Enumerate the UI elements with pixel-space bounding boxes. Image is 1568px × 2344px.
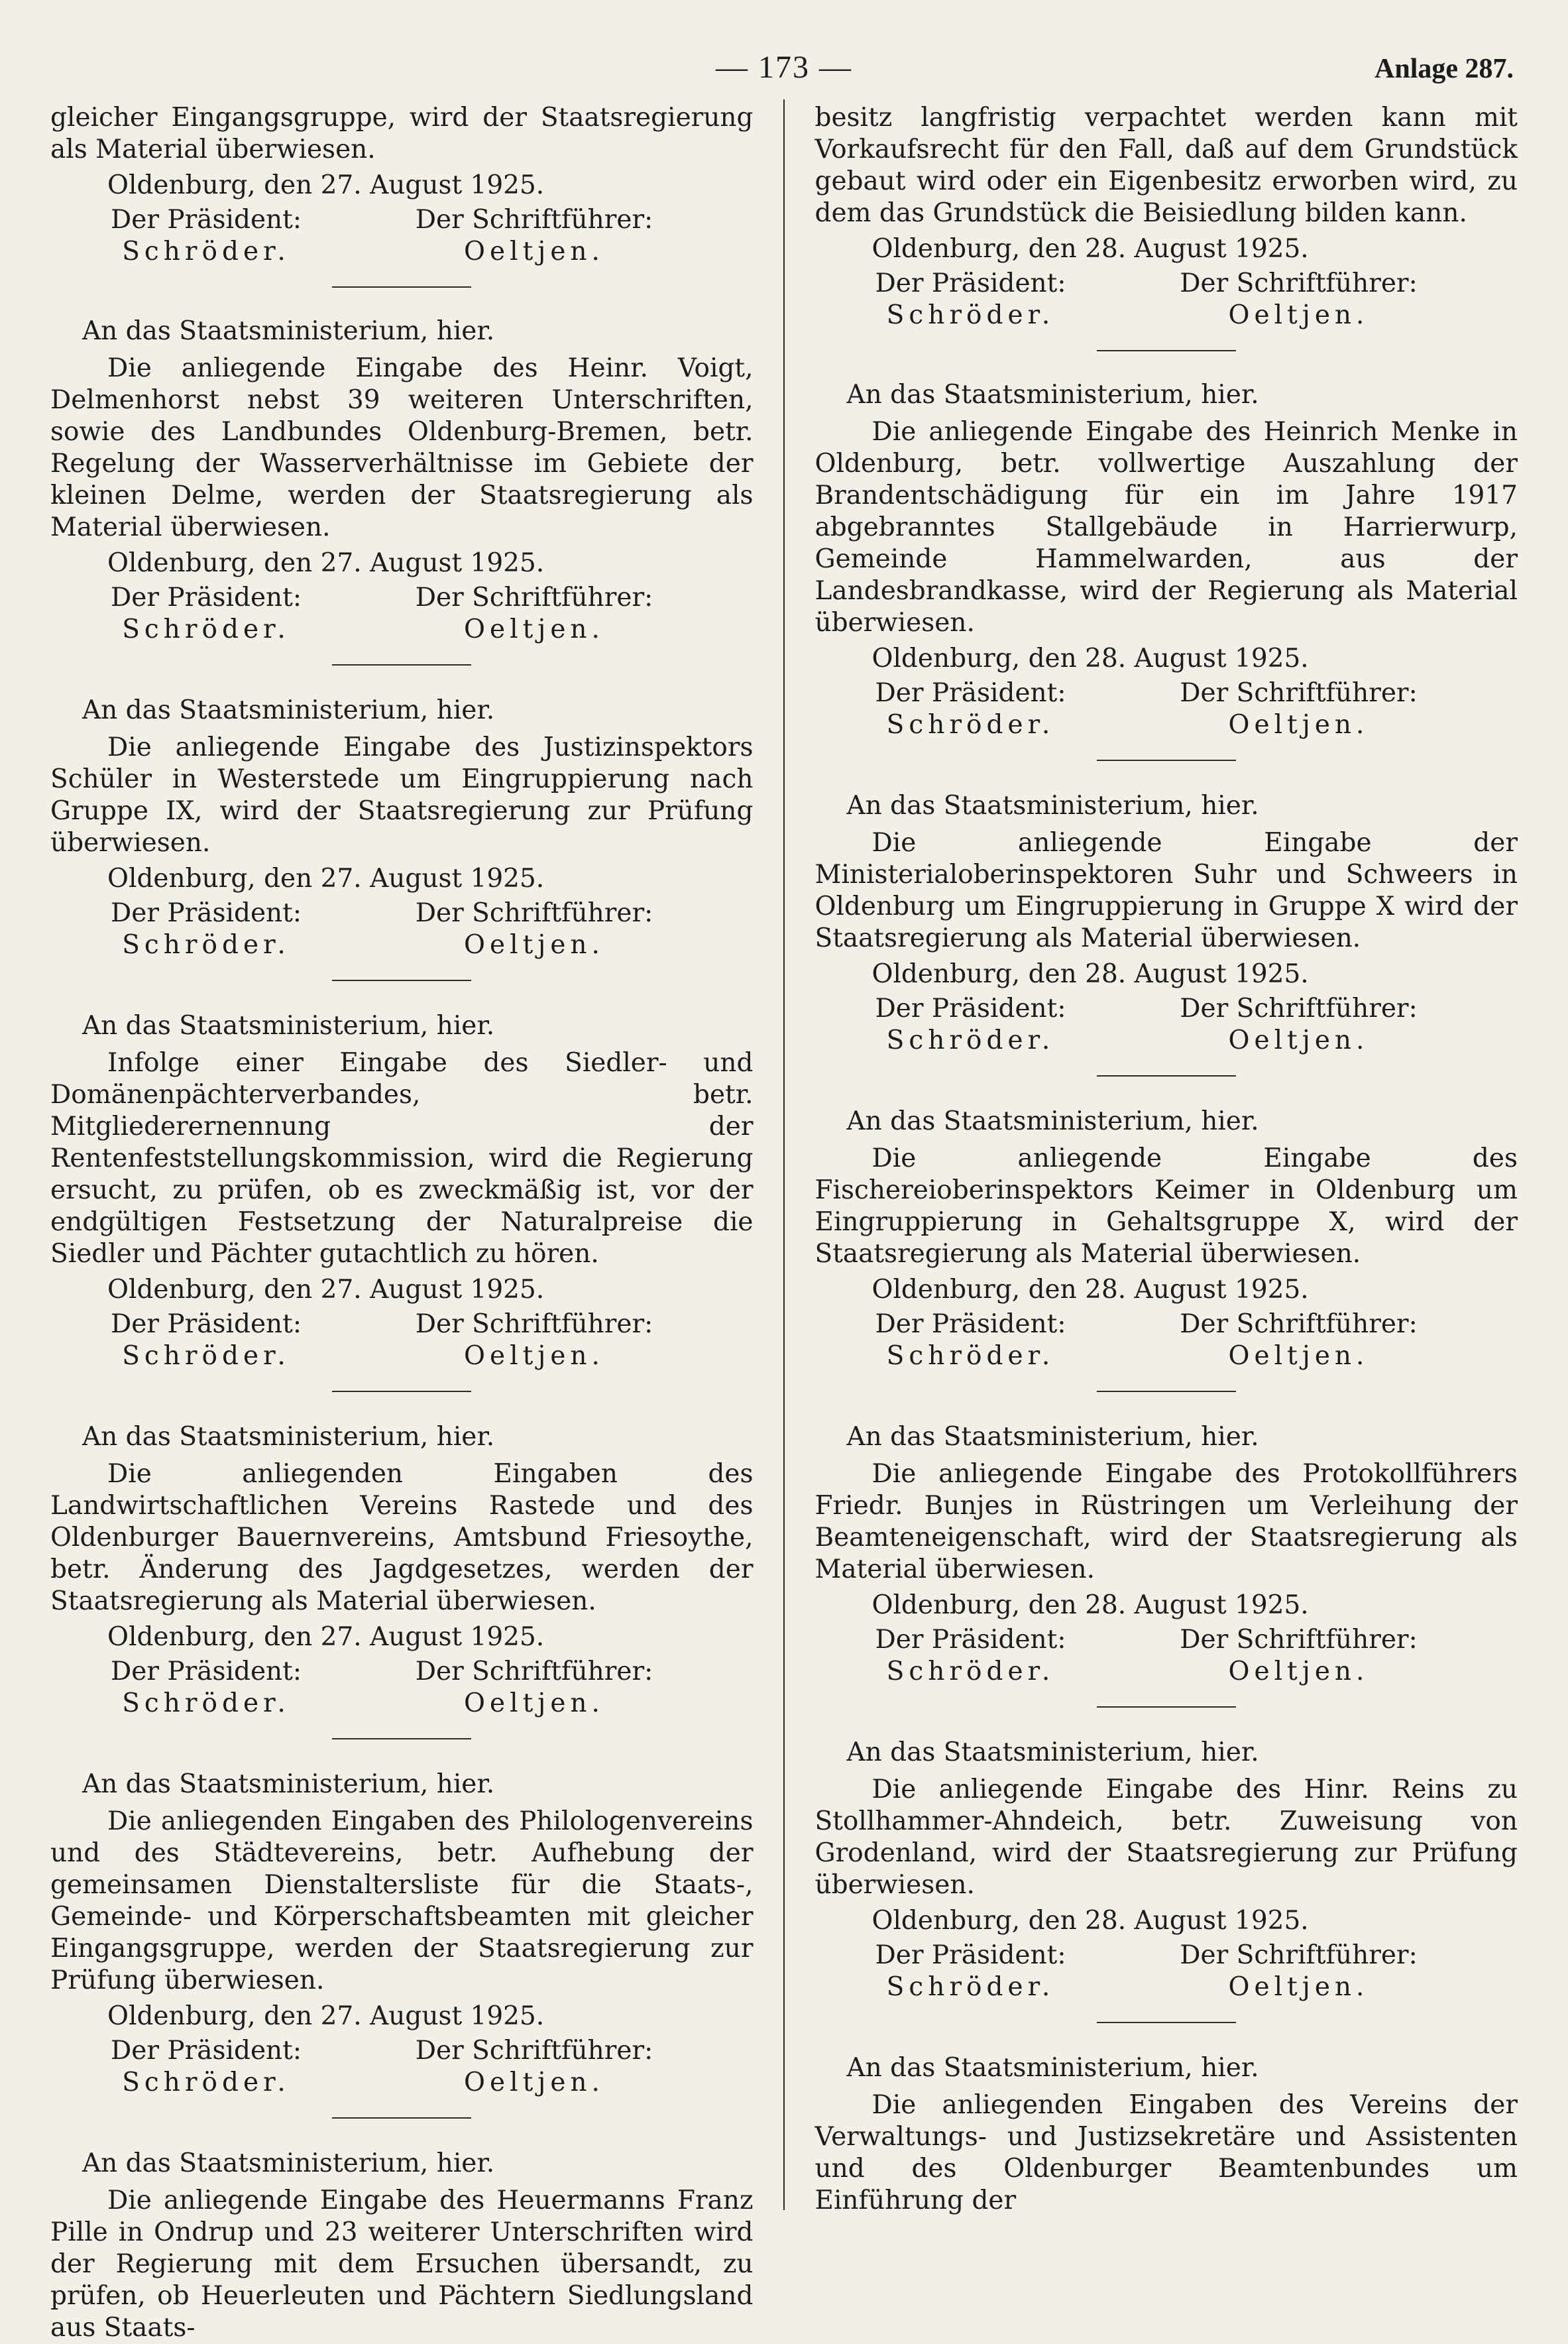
secretary-name: Oeltjen. xyxy=(464,1688,604,1718)
entry-address: An das Staatsministerium, hier. xyxy=(846,380,1259,410)
entry-date: Oldenburg, den 27. August 1925. xyxy=(107,1622,545,1652)
signature-block xyxy=(50,582,754,646)
secretary-signature xyxy=(1126,993,1471,1057)
president-name: Schröder. xyxy=(886,1026,1055,1055)
separator-rule xyxy=(1097,350,1236,351)
president-signature xyxy=(814,268,1126,331)
president-signature xyxy=(814,1309,1126,1372)
entry-text: Die anliegende Eingabe des Fischereioberinspektors Keimer in Oldenburg um Eingruppierung in Gehaltsgruppe X, wird der Staatsregierung als Material überwiesen. xyxy=(814,1143,1518,1269)
resolution-entry xyxy=(50,316,754,666)
entry-address: An das Staatsministerium, hier. xyxy=(846,2053,1259,2083)
secretary-signature xyxy=(362,898,706,961)
entry-text: Die anliegenden Eingaben des Landwirtschaftlichen Vereins Rastede und des Oldenburger Bauernvereins, Amtsbund Friesoythe, betr. Änderung des Jagdgesetzes, werden der Staatsregierung als Material überwiesen. xyxy=(50,1459,754,1616)
entry-text: Die anliegende Eingabe der Ministerialoberinspektoren Suhr und Schweers in Oldenburg um Eingruppierung in Gruppe X wird der Staatsregierung als Material überwiesen. xyxy=(814,828,1518,953)
president-signature xyxy=(814,677,1126,741)
entry-text: besitz langfristig verpachtet werden kann mit Vorkaufsrecht für den Fall, daß auf dem Grundstück gebaut wird oder ein Eigenbesitz erworben wird, zu dem das Grundstück die Beisiedlung bilden kann. xyxy=(814,103,1518,228)
secretary-signature xyxy=(362,204,706,268)
entry-address: An das Staatsministerium, hier. xyxy=(82,695,495,725)
president-signature xyxy=(50,582,362,646)
entry-address: An das Staatsministerium, hier. xyxy=(846,1106,1259,1136)
president-name: Schröder. xyxy=(122,237,290,266)
entry-text: Die anliegende Eingabe des Heuermanns Franz Pille in Ondrup und 23 weiterer Unterschriften wird der Regierung mit dem Ersuchen übersandt, zu prüfen, ob Heuerleuten und Pächtern Siedlungsland aus Staats- xyxy=(50,2186,754,2343)
president-name: Schröder. xyxy=(886,1657,1055,1686)
separator-rule xyxy=(332,1391,471,1392)
signature-block xyxy=(50,1656,754,1720)
separator-rule xyxy=(1097,1391,1236,1392)
separator-rule xyxy=(332,2117,471,2119)
entry-address: An das Staatsministerium, hier. xyxy=(846,1737,1259,1767)
entry-date: Oldenburg, den 28. August 1925. xyxy=(871,234,1309,264)
president-signature xyxy=(814,1624,1126,1688)
secretary-title: Der Schriftführer: xyxy=(1180,1625,1418,1655)
president-title: Der Präsident: xyxy=(111,1657,302,1686)
entry-text: Die anliegende Eingabe des Justizinspektors Schüler in Westerstede um Eingruppierung nach Gruppe IX, wird der Staatsregierung zur Prüfung überwiesen. xyxy=(50,732,754,858)
president-title: Der Präsident: xyxy=(111,583,302,613)
president-name: Schröder. xyxy=(122,1688,290,1718)
secretary-title: Der Schriftführer: xyxy=(1180,994,1418,1024)
secretary-signature xyxy=(362,582,706,646)
secretary-name: Oeltjen. xyxy=(464,615,604,644)
president-title: Der Präsident: xyxy=(111,898,302,928)
entry-text: Die anliegende Eingabe des Heinrich Menke in Oldenburg, betr. vollwertige Auszahlung der Brandentschädigung für ein im Jahre 1917 abgebranntes Stallgebäude in Harrierwurp, Gemeinde Hammelwarden, aus der Landesbrandkasse, wird der Regierung als Material überwiesen. xyxy=(814,417,1518,638)
entry-address: An das Staatsministerium, hier. xyxy=(82,1422,495,1452)
president-title: Der Präsident: xyxy=(875,678,1066,708)
entry-text: Die anliegende Eingabe des Hinr. Reins zu Stollhammer-Ahndeich, betr. Zuweisung von Grodenland, wird der Staatsregierung zur Prüfung überwiesen. xyxy=(814,1775,1518,1900)
resolution-entry xyxy=(814,790,1518,1077)
entry-address: An das Staatsministerium, hier. xyxy=(846,1422,1259,1452)
entry-date: Oldenburg, den 28. August 1925. xyxy=(871,1590,1309,1620)
entry-date: Oldenburg, den 28. August 1925. xyxy=(871,1906,1309,1936)
page-number: — 173 — xyxy=(716,50,852,85)
president-title: Der Präsident: xyxy=(111,205,302,235)
separator-rule xyxy=(332,980,471,981)
secretary-name: Oeltjen. xyxy=(1228,710,1369,740)
resolution-entry xyxy=(814,1421,1518,1708)
secretary-title: Der Schriftführer: xyxy=(415,898,653,928)
separator-rule xyxy=(332,1738,471,1739)
president-signature xyxy=(814,993,1126,1057)
president-name: Schröder. xyxy=(122,615,290,644)
secretary-name: Oeltjen. xyxy=(464,237,604,266)
president-name: Schröder. xyxy=(122,2068,290,2097)
president-signature xyxy=(814,1940,1126,2003)
entry-address: An das Staatsministerium, hier. xyxy=(82,2148,495,2178)
two-column-body xyxy=(50,102,1518,2343)
entry-address: An das Staatsministerium, hier. xyxy=(82,1769,495,1799)
secretary-title: Der Schriftführer: xyxy=(415,205,653,235)
separator-rule xyxy=(1097,760,1236,761)
president-name: Schröder. xyxy=(122,930,290,960)
secretary-signature xyxy=(362,2035,706,2099)
president-signature xyxy=(50,1656,362,1720)
entry-text: Die anliegenden Eingaben des Philologenvereins und des Städtevereins, betr. Aufhebung der gemeinsamen Dienstaltersliste für die Staats-, Gemeinde- und Körperschaftsbeamten mit gleicher Eingangsgruppe, werden der Staatsregierung zur Prüfung überwiesen. xyxy=(50,1806,754,1995)
entry-text: Infolge einer Eingabe des Siedler- und Domänenpächterverbandes, betr. Mitgliederernennung der Rentenfeststellungskommission, wird die Regierung ersucht, zu prüfen, ob es zweckmäßig ist, vor der endgültigen Festsetzung der Naturalpreise die Siedler und Pächter gutachtlich zu hören. xyxy=(50,1048,754,1269)
secretary-signature xyxy=(1126,1940,1471,2003)
president-signature xyxy=(50,204,362,268)
separator-rule xyxy=(332,664,471,666)
resolution-entry xyxy=(814,379,1518,761)
signature-block xyxy=(50,898,754,961)
secretary-name: Oeltjen. xyxy=(1228,1026,1369,1055)
secretary-signature xyxy=(362,1656,706,1720)
president-title: Der Präsident: xyxy=(111,2036,302,2066)
entry-date: Oldenburg, den 28. August 1925. xyxy=(871,959,1309,989)
annex-label: Anlage 287. xyxy=(1374,54,1514,84)
signature-block xyxy=(50,204,754,268)
president-signature xyxy=(50,1309,362,1372)
secretary-name: Oeltjen. xyxy=(1228,1341,1369,1371)
entry-date: Oldenburg, den 27. August 1925. xyxy=(107,2001,545,2031)
separator-rule xyxy=(1097,2022,1236,2023)
secretary-signature xyxy=(362,1309,706,1372)
president-title: Der Präsident: xyxy=(875,1309,1066,1339)
entry-address: An das Staatsministerium, hier. xyxy=(82,1011,495,1041)
entry-text: Die anliegende Eingabe des Heinr. Voigt, Delmenhorst nebst 39 weiteren Unterschriften, sowie des Landbundes Oldenburg-Bremen, betr. Regelung der Wasserverhältnisse im Gebiete der kleinen Delme, werden der Staatsregierung als Material überwiesen. xyxy=(50,353,754,542)
entry-date: Oldenburg, den 28. August 1925. xyxy=(871,644,1309,674)
president-title: Der Präsident: xyxy=(875,1625,1066,1655)
secretary-title: Der Schriftführer: xyxy=(1180,1940,1418,1970)
secretary-signature xyxy=(1126,677,1471,741)
president-title: Der Präsident: xyxy=(875,1940,1066,1970)
resolution-entry xyxy=(814,1106,1518,1392)
resolution-entry xyxy=(814,2052,1518,2217)
secretary-name: Oeltjen. xyxy=(1228,300,1369,330)
resolution-entry xyxy=(50,2148,754,2344)
signature-block xyxy=(814,993,1518,1057)
resolution-entry xyxy=(50,695,754,981)
signature-block xyxy=(50,1309,754,1372)
president-signature xyxy=(50,2035,362,2099)
secretary-signature xyxy=(1126,268,1471,331)
secretary-name: Oeltjen. xyxy=(1228,1657,1369,1686)
entry-date: Oldenburg, den 27. August 1925. xyxy=(107,170,545,200)
signature-block xyxy=(814,1309,1518,1372)
separator-rule xyxy=(1097,1706,1236,1708)
left-column xyxy=(50,102,783,2343)
signature-block xyxy=(814,1940,1518,2003)
secretary-title: Der Schriftführer: xyxy=(415,2036,653,2066)
president-name: Schröder. xyxy=(122,1341,290,1371)
entry-date: Oldenburg, den 27. August 1925. xyxy=(107,864,545,894)
separator-rule xyxy=(332,286,471,288)
secretary-title: Der Schriftführer: xyxy=(415,1309,653,1339)
signature-block xyxy=(814,677,1518,741)
secretary-name: Oeltjen. xyxy=(464,930,604,960)
entry-date: Oldenburg, den 27. August 1925. xyxy=(107,1275,545,1305)
president-name: Schröder. xyxy=(886,1341,1055,1371)
president-title: Der Präsident: xyxy=(875,994,1066,1024)
secretary-signature xyxy=(1126,1309,1471,1372)
president-signature xyxy=(50,898,362,961)
resolution-entry xyxy=(814,102,1518,351)
secretary-name: Oeltjen. xyxy=(464,1341,604,1371)
entry-address: An das Staatsministerium, hier. xyxy=(846,791,1259,821)
secretary-name: Oeltjen. xyxy=(1228,1972,1369,2002)
signature-block xyxy=(50,2035,754,2099)
president-name: Schröder. xyxy=(886,710,1055,740)
entry-text: Die anliegende Eingabe des Protokollführers Friedr. Bunjes in Rüstringen um Verleihung der Beamteneigenschaft, wird der Staatsregierung als Material überwiesen. xyxy=(814,1459,1518,1584)
secretary-title: Der Schriftführer: xyxy=(415,583,653,613)
secretary-title: Der Schriftführer: xyxy=(1180,268,1418,298)
entry-address: An das Staatsministerium, hier. xyxy=(82,316,495,346)
resolution-entry xyxy=(814,1737,1518,2023)
secretary-title: Der Schriftführer: xyxy=(415,1657,653,1686)
entry-date: Oldenburg, den 28. August 1925. xyxy=(871,1275,1309,1305)
resolution-entry xyxy=(50,1421,754,1739)
signature-block xyxy=(814,268,1518,331)
signature-block xyxy=(814,1624,1518,1688)
resolution-entry xyxy=(50,1769,754,2119)
page-header xyxy=(50,46,1518,102)
resolution-entry xyxy=(50,1010,754,1392)
separator-rule xyxy=(1097,1075,1236,1077)
entry-date: Oldenburg, den 27. August 1925. xyxy=(107,548,545,578)
secretary-signature xyxy=(1126,1624,1471,1688)
president-name: Schröder. xyxy=(886,1972,1055,2002)
secretary-title: Der Schriftführer: xyxy=(1180,1309,1418,1339)
resolution-entry xyxy=(50,102,754,288)
secretary-name: Oeltjen. xyxy=(464,2068,604,2097)
secretary-title: Der Schriftführer: xyxy=(1180,678,1418,708)
entry-text: Die anliegenden Eingaben des Vereins der Verwaltungs- und Justizsekretäre und Assistenten und des Oldenburger Beamtenbundes um Einführung der xyxy=(814,2090,1518,2215)
president-title: Der Präsident: xyxy=(111,1309,302,1339)
entry-text: gleicher Eingangsgruppe, wird der Staatsregierung als Material überwiesen. xyxy=(50,103,754,164)
president-title: Der Präsident: xyxy=(875,268,1066,298)
president-name: Schröder. xyxy=(886,300,1055,330)
right-column xyxy=(785,102,1518,2215)
